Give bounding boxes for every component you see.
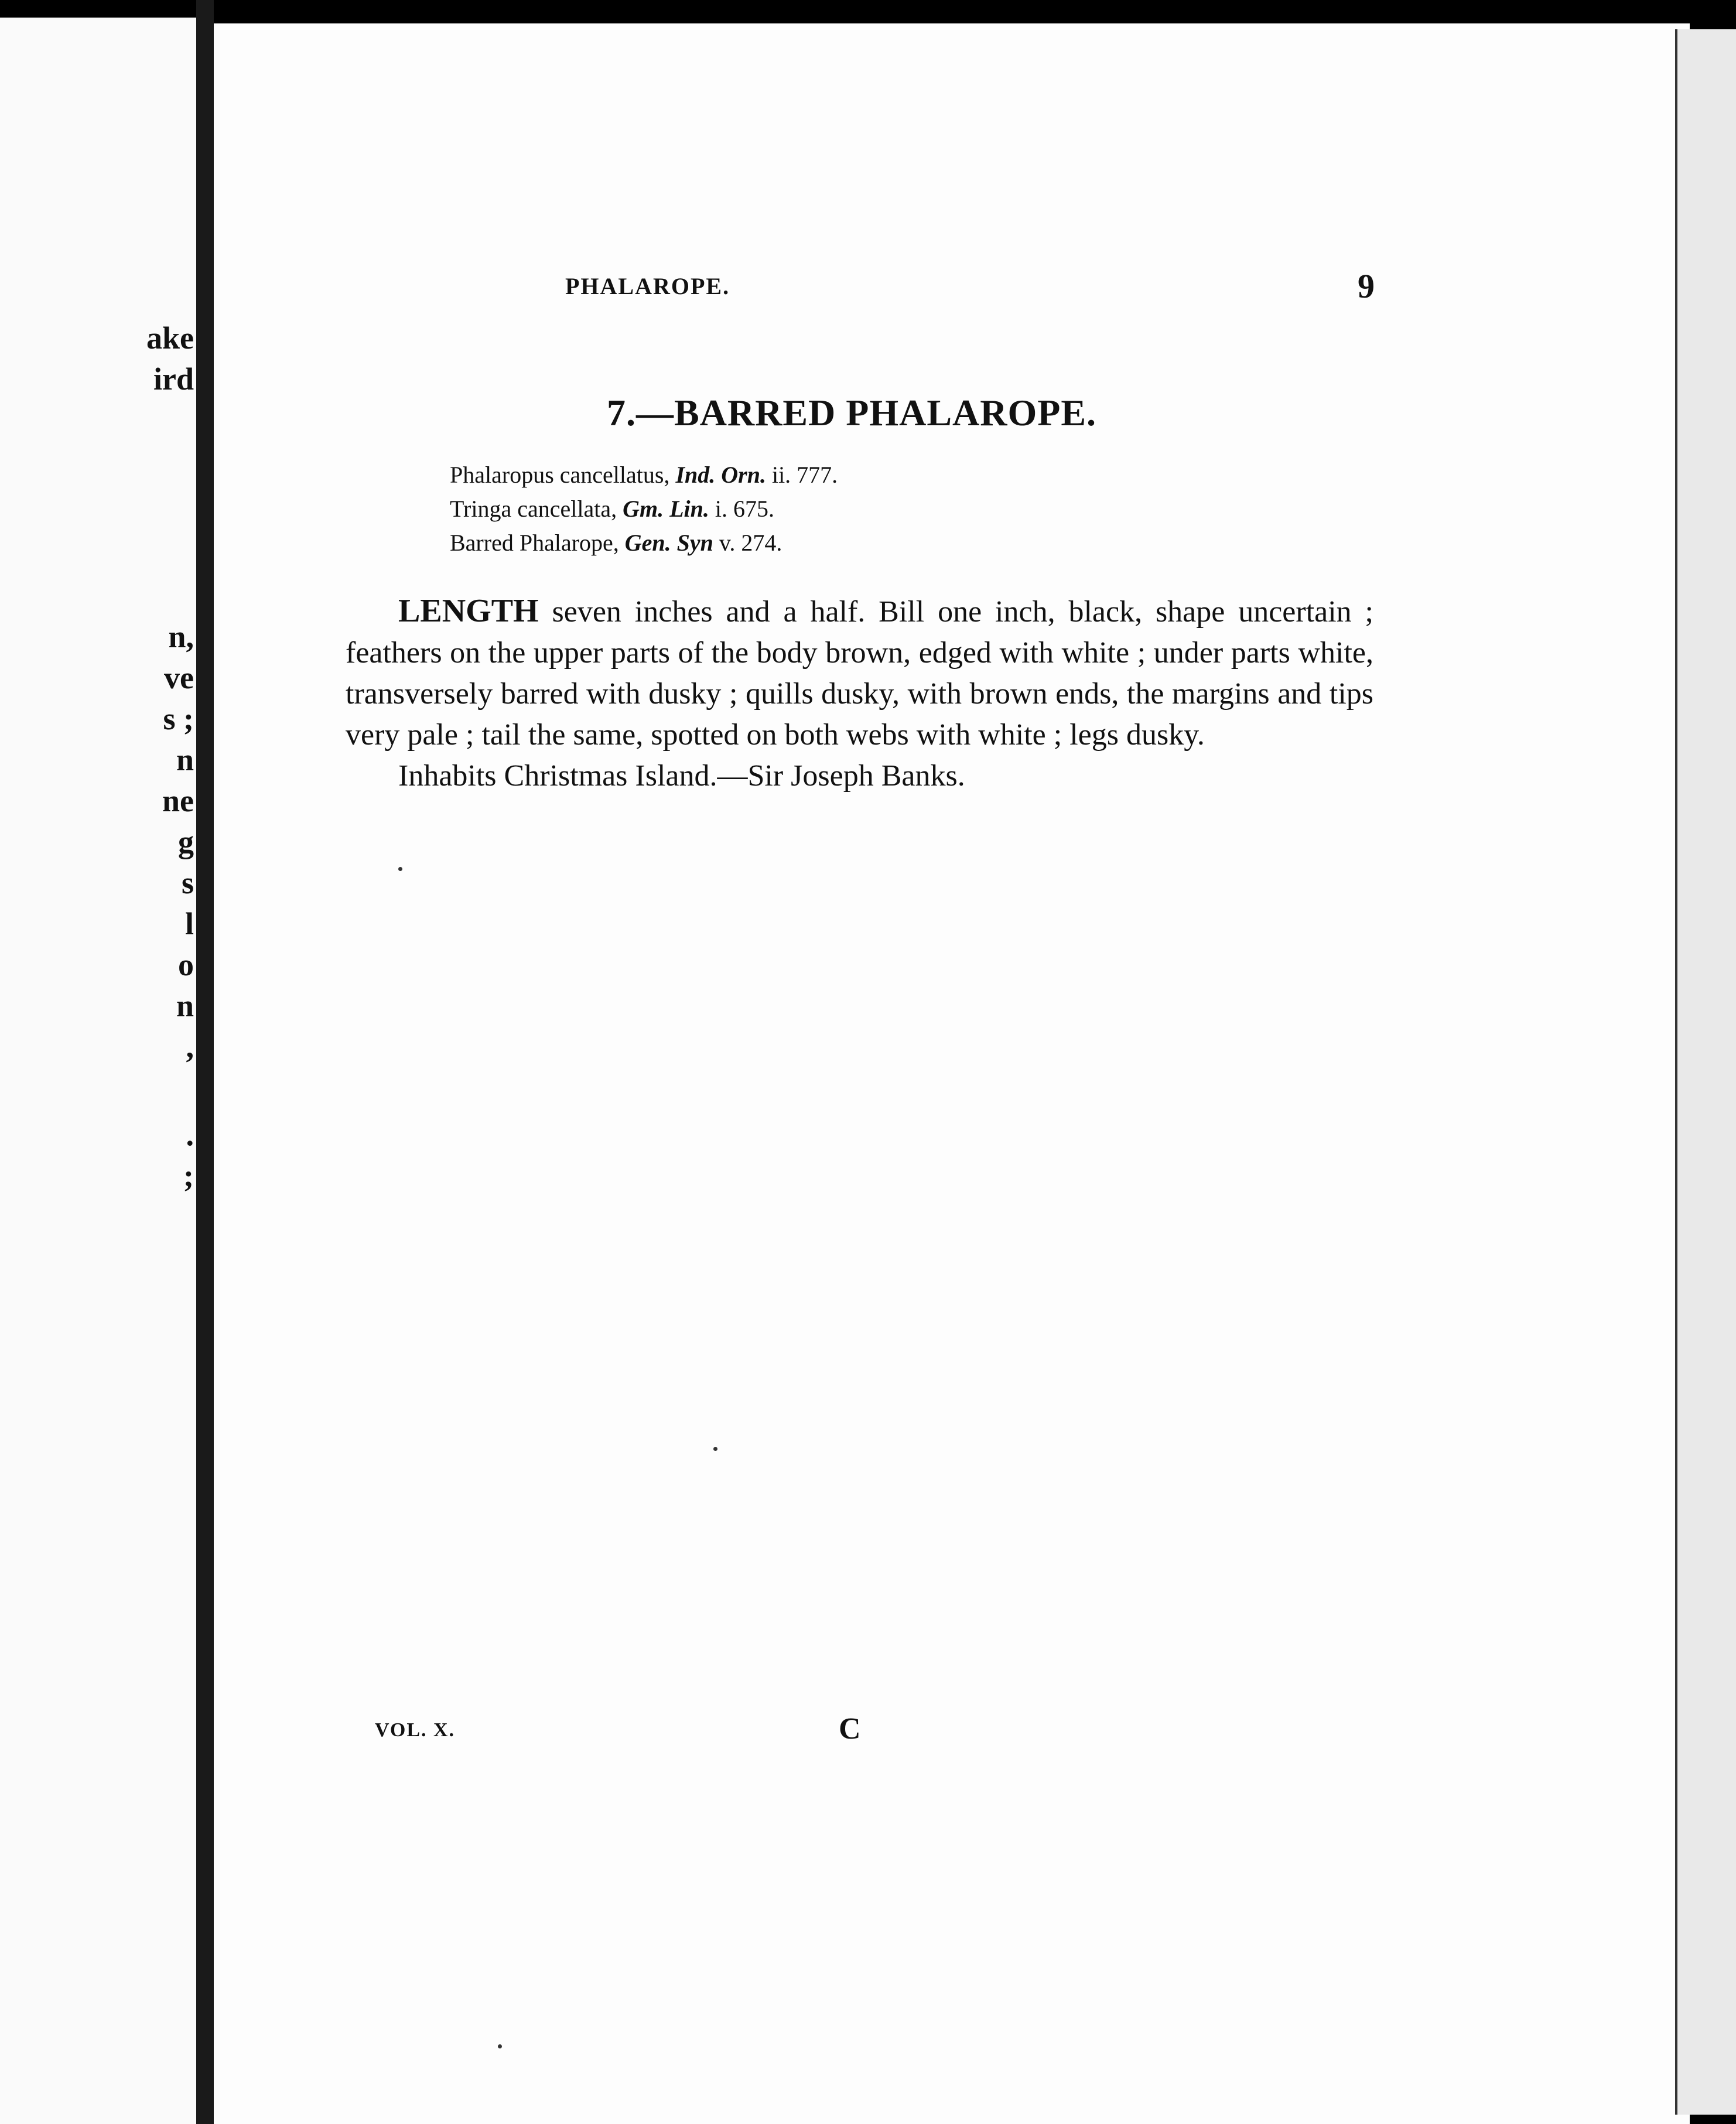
- facing-page-fragment: s: [181, 865, 194, 900]
- paper-speck: [398, 867, 402, 871]
- facing-page-fragment: n: [176, 988, 194, 1023]
- facing-page-fragment: ,: [186, 1029, 194, 1064]
- synonym-name: Phalaropus cancellatus,: [450, 462, 670, 488]
- facing-page-fragment: n,: [168, 619, 194, 654]
- facing-page-fragment: .: [186, 1117, 194, 1152]
- synonym-reference: Ind. Orn.: [675, 462, 766, 488]
- book-gutter: [196, 0, 214, 2124]
- synonym-line: [450, 458, 838, 492]
- gathering-signature: C: [839, 1712, 861, 1746]
- entry-title: 7.—BARRED PHALAROPE.: [607, 392, 1097, 433]
- facing-page-fragment: g: [178, 824, 194, 859]
- synonym-line: [450, 492, 838, 526]
- synonym-reference: Gen. Syn: [624, 530, 713, 556]
- description-lead-word: LENGTH: [398, 593, 539, 629]
- facing-page-fragment: n: [176, 742, 194, 777]
- synonym-name: Barred Phalarope,: [450, 530, 619, 556]
- synonym-location: v. 274.: [719, 530, 782, 556]
- synonym-name: Tringa cancellata,: [450, 496, 617, 522]
- entry-body: [346, 590, 1373, 797]
- facing-page-fragment: ne: [162, 783, 194, 818]
- page-edge-stack: [1675, 29, 1736, 2115]
- facing-page-fragment: o: [178, 947, 194, 982]
- facing-page-fragment: ve: [164, 660, 194, 695]
- description-paragraph: [346, 590, 1373, 756]
- synonym-location: ii. 777.: [771, 462, 838, 488]
- facing-page-fragment: ird: [153, 361, 194, 397]
- volume-signature: VOL. X.: [375, 1719, 456, 1741]
- synonym-line: [450, 526, 838, 560]
- facing-page-fragment: ;: [183, 1158, 194, 1193]
- description-text: seven inches and a half. Bill one inch, black, shape uncertain ; feathers on the upper parts of the body brown, edged with white ; under parts white, transversely barred with dusky ; quills dusky, with brown ends, the margins and tips very pale ; tail the same, spotted on both webs with white ; legs dusky.: [346, 595, 1374, 752]
- facing-page-fragment: l: [184, 906, 194, 941]
- synonym-location: i. 675.: [715, 496, 774, 522]
- running-head: PHALAROPE.: [565, 273, 730, 299]
- facing-page-edge: [0, 18, 200, 2124]
- paper-speck: [713, 1447, 717, 1451]
- book-page: [214, 23, 1690, 2124]
- synonymy-list: [450, 458, 838, 560]
- synonym-reference: Gm. Lin.: [623, 496, 709, 522]
- facing-page-fragment: s ;: [163, 701, 194, 736]
- scan-border-top: [0, 0, 1736, 23]
- habitat-paragraph: Inhabits Christmas Island.—Sir Joseph Banks.: [398, 759, 965, 793]
- page-number: 9: [1358, 267, 1375, 305]
- facing-page-fragment: ake: [146, 320, 194, 356]
- paper-speck: [498, 2044, 502, 2048]
